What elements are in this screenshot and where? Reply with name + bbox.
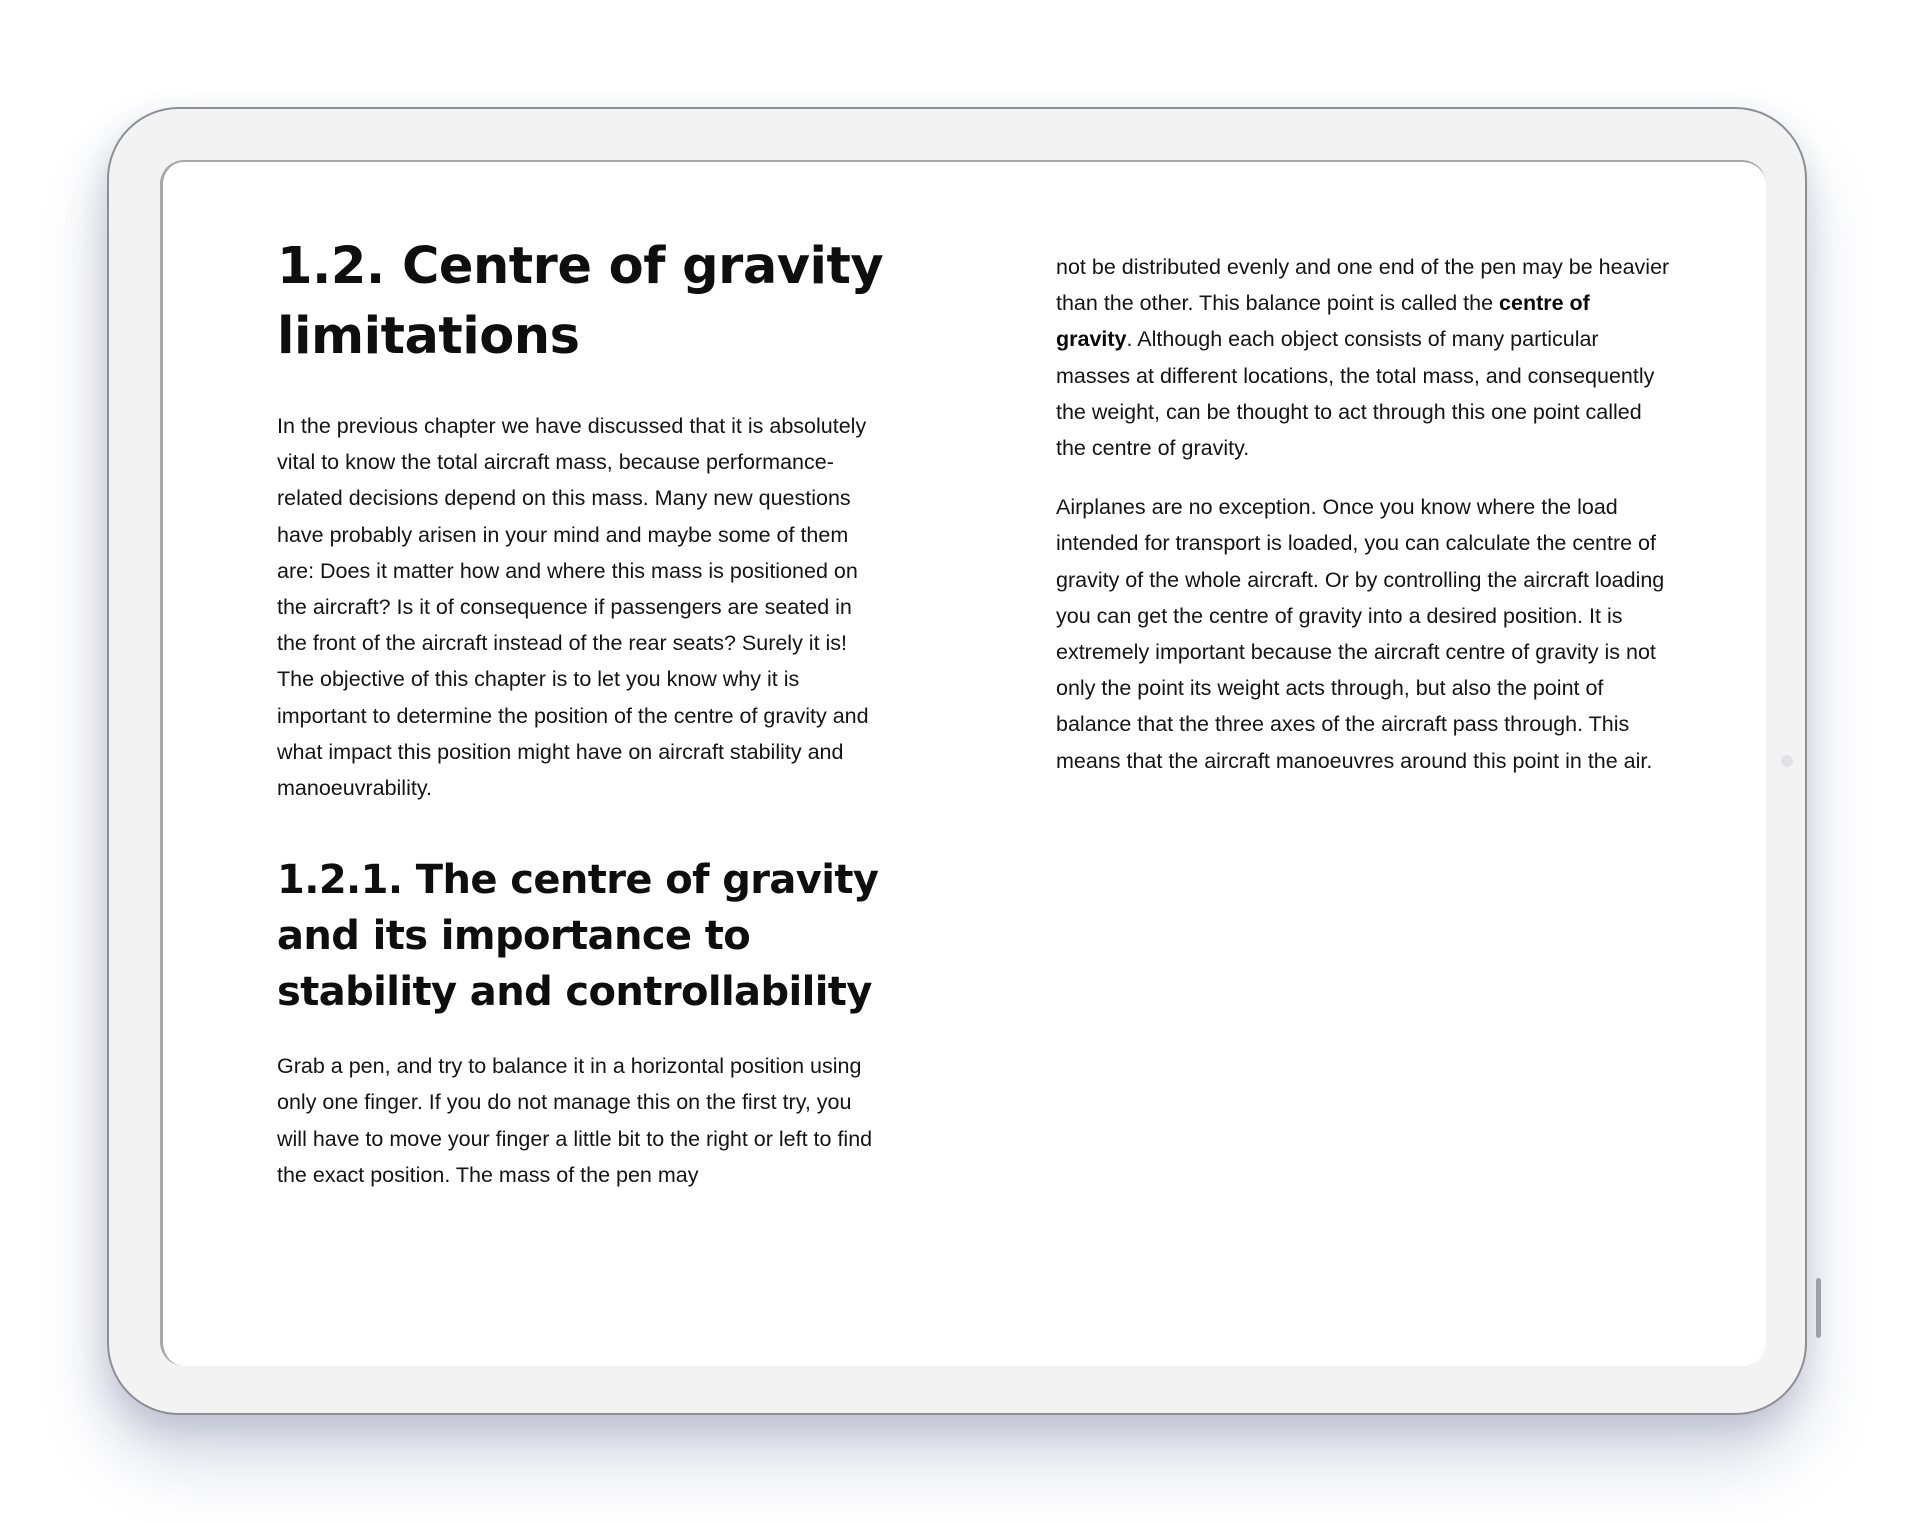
pen-paragraph: Grab a pen, and try to balance it in a horizontal position using only one finger. If you do not manage this on the first try, you will have to move your finger a little bit to the right or left to find the exact position. The mass of the pen may xyxy=(277,1054,873,1187)
right-column xyxy=(1056,249,1671,779)
ebook-page xyxy=(160,160,1766,1366)
section-heading: 1.2.1. The centre of gravity and its importance to stability and controllability xyxy=(277,857,879,1016)
bold-term: centre of gravity xyxy=(1056,291,1590,352)
intro-paragraph: In the previous chapter we have discussed that it is absolutely vital to know the total aircraft mass, because performance-related decisions depend on this mass. Many new questions have probably arisen in your mind and maybe some of them are: Does it matter how and where this mass is positioned on the aircraft? Is it of consequence if passengers are seated in the front of the aircraft instead of the rear seats? Surely it is! The objective of this chapter is to let you know why it is important to determine the position of the centre of gravity and what impact this position might have on aircraft stability and manoeuvrability. xyxy=(277,414,869,801)
volume-button xyxy=(1816,1278,1821,1338)
chapter-heading: 1.2. Centre of gravity limitations xyxy=(277,237,884,366)
continued-paragraph xyxy=(1056,249,1671,466)
airplanes-paragraph: Airplanes are no exception. Once you know where the load intended for transport is loaded, you can calculate the centre of gravity of the whole aircraft. Or by controlling the aircraft loading you can get the centre of gravity into a desired position. It is extremely important because the aircraft centre of gravity is not only the point its weight acts through, but also the point of balance that the three axes of the aircraft pass through. This means that the aircraft manoeuvres around this point in the air. xyxy=(1056,495,1665,773)
continued-text-end: . Although each object consists of many particular masses at different locations, the total mass, and consequently the weight, can be thought to act through this one point called the centre of gravity. xyxy=(1056,327,1655,461)
continued-text-start: not be distributed evenly and one end of the pen may be heavier than the other. This balance point is called the xyxy=(1056,255,1670,316)
left-column xyxy=(277,232,887,1193)
camera-icon xyxy=(1781,755,1793,767)
